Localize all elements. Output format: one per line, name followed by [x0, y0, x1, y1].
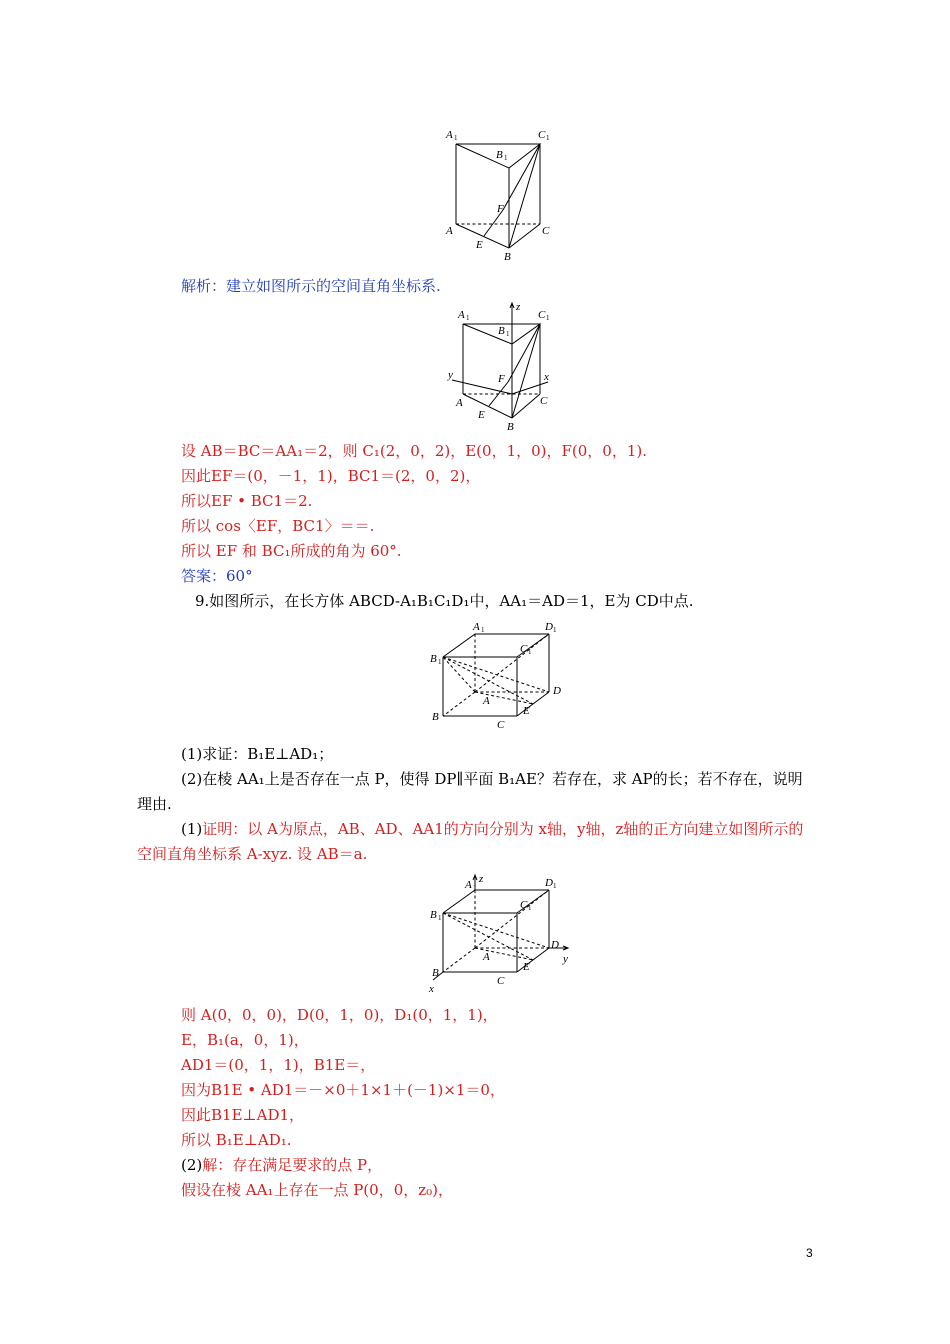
- svg-text:C: C: [497, 719, 505, 731]
- svg-text:F: F: [497, 203, 504, 215]
- svg-text:D: D: [553, 685, 561, 697]
- svg-text:E: E: [478, 409, 485, 421]
- proof-line-6: 因为B1E • AD1＝－×0＋1×1＋(－1)×1＝0，: [181, 1081, 505, 1099]
- svg-text:B: B: [432, 711, 439, 723]
- page-number: 3: [806, 1246, 813, 1260]
- answer-line: 答案：60°: [181, 567, 253, 585]
- svg-text:1: 1: [546, 314, 550, 322]
- svg-text:x: x: [429, 983, 434, 995]
- svg-text:1: 1: [466, 314, 470, 322]
- svg-text:1: 1: [553, 882, 557, 890]
- svg-text:A: A: [473, 621, 480, 633]
- svg-text:B: B: [432, 967, 439, 979]
- solution-line-1: 设 AB＝BC＝AA₁＝2，则 C₁(2，0，2)，E(0，1，0)，F(0，0，1).: [181, 442, 648, 460]
- analysis-intro: 解析：建立如图所示的空间直角坐标系.: [181, 277, 441, 295]
- svg-text:D: D: [545, 877, 553, 889]
- svg-text:1: 1: [454, 134, 458, 142]
- cuboid-figure: [425, 620, 575, 732]
- proof-line-1: (1)证明：以 A为原点，AB、AD、AA1的方向分别为 x轴，y轴，z轴的正方向建立如图所示的: [181, 820, 804, 838]
- svg-text:F: F: [498, 373, 505, 385]
- svg-text:D: D: [551, 939, 559, 951]
- svg-text:1: 1: [528, 904, 532, 912]
- svg-text:1: 1: [553, 626, 557, 634]
- svg-text:y: y: [448, 369, 453, 381]
- proof-line-8: 所以 B₁E⊥AD₁.: [181, 1131, 292, 1149]
- svg-text:C: C: [540, 395, 548, 407]
- svg-text:C: C: [497, 975, 505, 987]
- proof-line-7: 因此B1E⊥AD1，: [181, 1106, 305, 1124]
- svg-text:B: B: [507, 421, 514, 433]
- proof-line-4: E，B₁(a，0，1)，: [181, 1031, 309, 1049]
- solution-line-5: 所以 EF 和 BC₁所成的角为 60°.: [181, 542, 402, 560]
- cuboid-axes-figure: [425, 872, 575, 996]
- svg-text:y: y: [563, 953, 568, 965]
- svg-text:A: A: [456, 397, 463, 409]
- svg-text:C: C: [538, 309, 546, 321]
- svg-text:C: C: [542, 225, 550, 237]
- solution-2-line-2: 假设在棱 AA₁上存在一点 P(0，0，z₀)，: [181, 1181, 454, 1199]
- svg-text:B: B: [504, 251, 511, 263]
- svg-text:1: 1: [473, 884, 477, 892]
- svg-text:1: 1: [438, 914, 442, 922]
- svg-text:1: 1: [528, 648, 532, 656]
- svg-text:A: A: [465, 879, 472, 891]
- solution-line-3: 所以EF • BC1＝2.: [181, 492, 313, 510]
- svg-text:1: 1: [546, 134, 550, 142]
- svg-text:1: 1: [481, 626, 485, 634]
- prism-axes-figure: [440, 298, 560, 436]
- svg-text:C: C: [520, 899, 528, 911]
- svg-text:B: B: [430, 653, 437, 665]
- svg-text:z: z: [516, 301, 521, 313]
- svg-text:E: E: [476, 239, 483, 251]
- solution-line-4: 所以 cos〈EF，BC1〉＝＝.: [181, 517, 375, 535]
- proof-line-3: 则 A(0，0，0)，D(0，1，0)，D₁(0，1，1)，: [181, 1006, 498, 1024]
- svg-text:A: A: [446, 225, 453, 237]
- problem-9-part-1: (1)求证：B₁E⊥AD₁；: [181, 745, 334, 763]
- solution-line-2: 因此EF＝(0，－1，1)，BC1＝(2，0，2)，: [181, 467, 481, 485]
- svg-text:C: C: [538, 129, 546, 141]
- problem-9-part-2: (2)在棱 AA₁上是否存在一点 P，使得 DP∥平面 B₁AE？若存在，求 AP的长；若不存在，说明: [181, 770, 803, 788]
- svg-text:B: B: [498, 325, 505, 337]
- svg-text:x: x: [544, 371, 549, 383]
- svg-text:1: 1: [506, 330, 510, 338]
- svg-text:A: A: [446, 129, 453, 141]
- prism-figure: [440, 124, 560, 264]
- svg-text:A: A: [458, 309, 465, 321]
- svg-text:1: 1: [438, 658, 442, 666]
- svg-text:A: A: [483, 695, 490, 707]
- proof-line-5: AD1＝(0，1，1)，B1E＝，: [181, 1056, 376, 1074]
- svg-text:D: D: [545, 621, 553, 633]
- proof-line-2: 空间直角坐标系 A-xyz. 设 AB＝a.: [137, 845, 368, 863]
- svg-text:B: B: [430, 909, 437, 921]
- svg-text:E: E: [523, 961, 530, 973]
- svg-text:B: B: [496, 149, 503, 161]
- svg-text:A: A: [483, 951, 490, 963]
- svg-text:E: E: [523, 705, 530, 717]
- solution-2-line-1: (2)解：存在满足要求的点 P，: [181, 1156, 383, 1174]
- svg-text:C: C: [520, 643, 528, 655]
- problem-9-statement: 9.如图所示，在长方体 ABCD-A₁B₁C₁D₁中，AA₁＝AD＝1，E为 CD中点.: [195, 592, 694, 610]
- problem-9-part-2-cont: 理由.: [137, 795, 172, 813]
- svg-text:z: z: [479, 873, 484, 885]
- svg-text:1: 1: [504, 154, 508, 162]
